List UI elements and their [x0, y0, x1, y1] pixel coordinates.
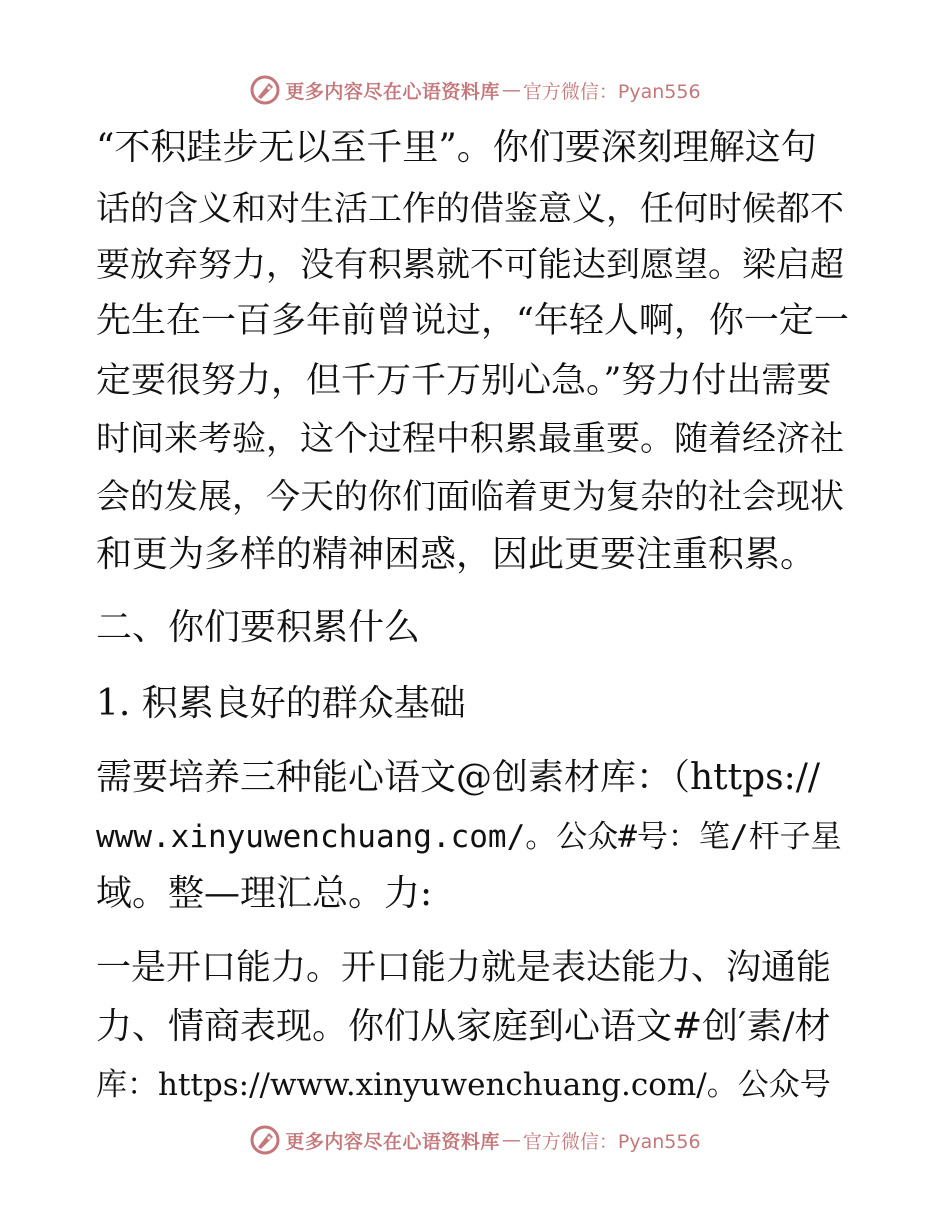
- watermark-contact: 官方微信：Pyan556: [522, 80, 701, 103]
- footer-watermark: [0, 1120, 950, 1160]
- body-line: 库：https://www.xinyuwenchuang.com/。公众号: [96, 1067, 831, 1103]
- pen-nib-logo-icon: [249, 1124, 281, 1156]
- watermark-contact: 官方微信：Pyan556: [522, 1130, 701, 1153]
- body-line: “不积跬步无以至千里”。你们要深刻理解这句: [96, 127, 817, 168]
- body-line: 域。整—理汇总。力:: [96, 873, 433, 914]
- body-line: 会的发展，今天的你们面临着更为复杂的社会现状: [96, 477, 844, 517]
- pen-nib-logo-icon: [249, 74, 281, 106]
- subsection-heading: 1. 积累良好的群众基础: [96, 683, 466, 724]
- body-line: 要放弃努力，没有积累就不可能达到愿望。梁启超: [96, 245, 844, 285]
- body-line: 先生在一百多年前曾说过，“年轻人啊，你一定一: [96, 301, 849, 341]
- body-line: 需要培养三种能心语文@创素材库：（https://: [96, 757, 821, 798]
- watermark-separator: —: [501, 79, 521, 101]
- header-watermark: [0, 70, 950, 110]
- watermark-separator: —: [501, 1129, 521, 1151]
- body-line: 和更为多样的精神困惑，因此更要注重积累。: [96, 534, 817, 575]
- body-line: 力、情商表现。你们从家庭到心语文#创′素/材: [96, 1006, 831, 1047]
- watermark-text: 更多内容尽在心语资料库: [285, 1130, 500, 1153]
- body-line: www.xinyuwenchuang.com/。公众#号：笔/杆子星: [96, 819, 842, 855]
- body-line: 一是开口能力。开口能力就是表达能力、沟通能: [96, 948, 832, 988]
- body-line: 话的含义和对生活工作的借鉴意义，任何时候都不: [96, 189, 844, 229]
- body-line: 定要很努力，但千万千万别心急。”努力付出需要: [96, 361, 832, 401]
- watermark-text: 更多内容尽在心语资料库: [285, 80, 500, 103]
- section-heading: 二、你们要积累什么: [96, 607, 421, 648]
- body-line: 时间来考验，这个过程中积累最重要。随着经济社: [96, 419, 844, 459]
